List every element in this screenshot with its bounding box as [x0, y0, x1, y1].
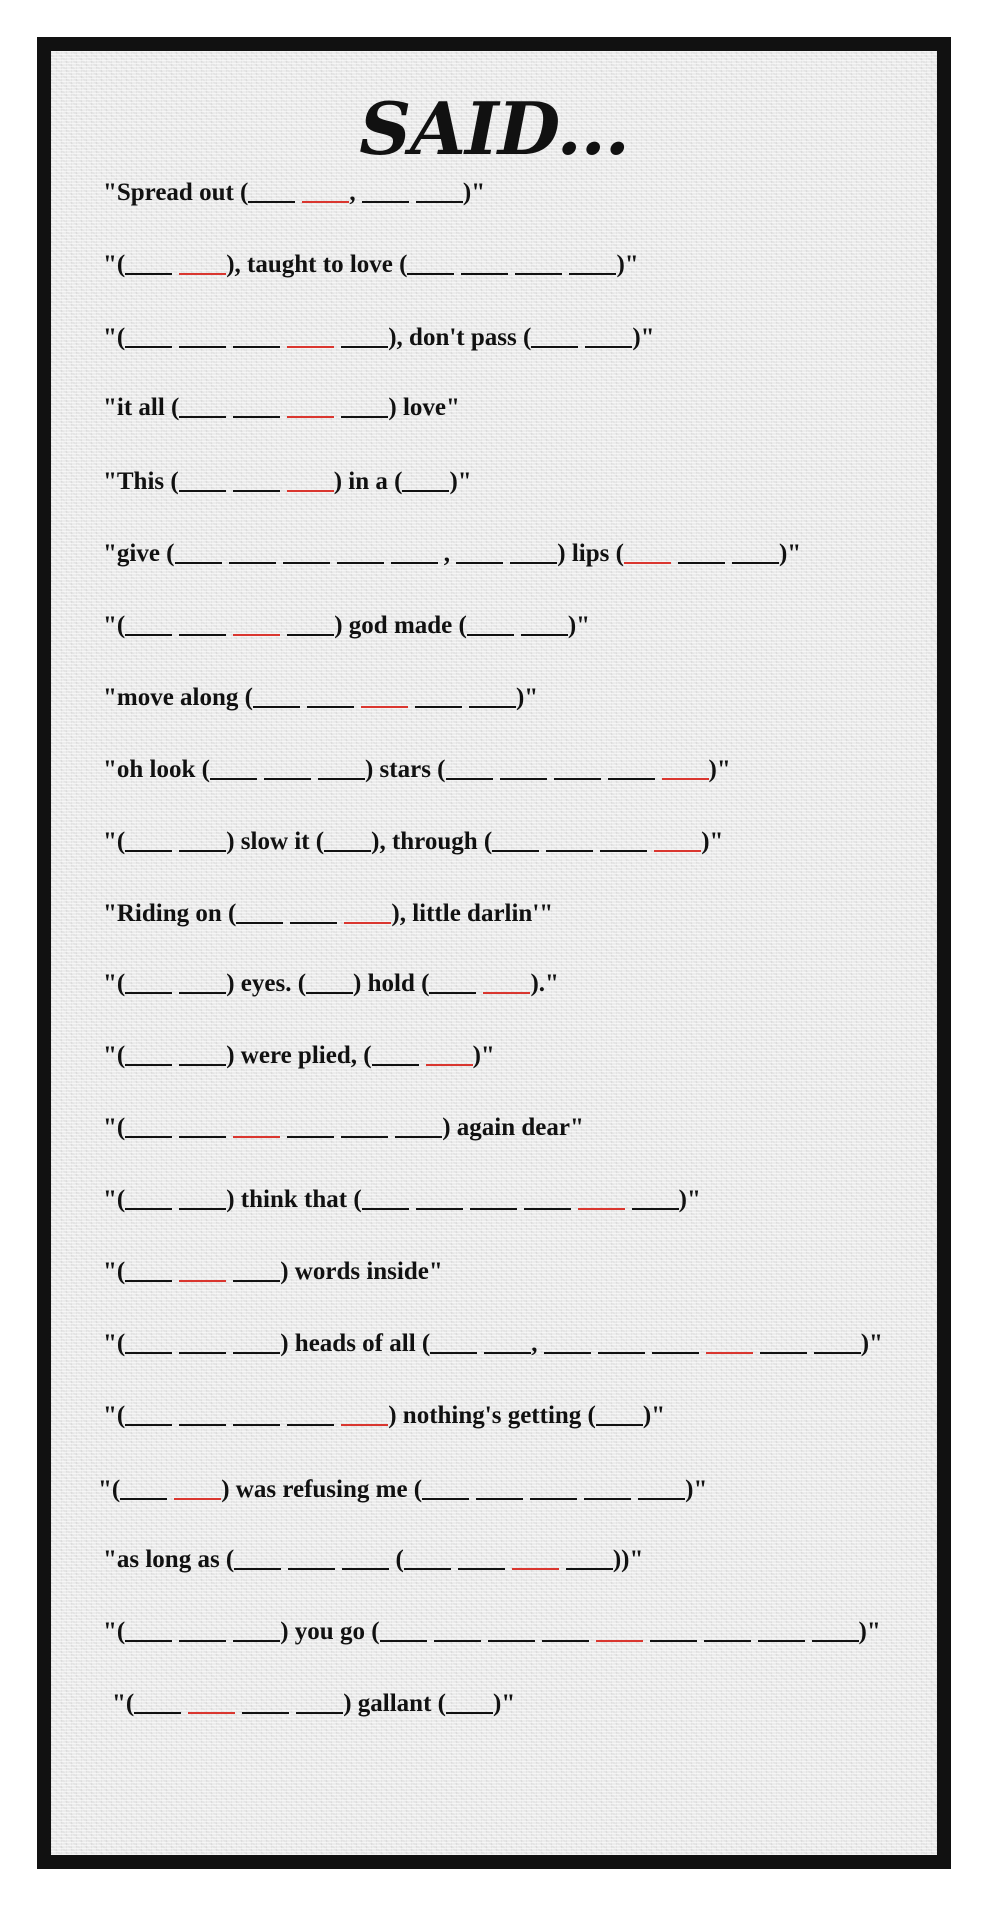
- lyric-text: "as long as (: [103, 1546, 235, 1573]
- blank: [416, 179, 463, 203]
- highlighted-blank: [361, 684, 408, 708]
- highlighted-blank: [287, 394, 334, 418]
- lyric-text: ), don't pass (: [388, 324, 532, 351]
- lyric-line: [103, 611, 590, 641]
- blank: [500, 756, 547, 780]
- blank: [458, 1546, 505, 1570]
- blank: [544, 1330, 591, 1354]
- lyric-line: [103, 683, 538, 713]
- blank: [470, 1186, 517, 1210]
- blank: [234, 1546, 281, 1570]
- blank: [492, 828, 539, 852]
- lyric-line: [103, 178, 485, 208]
- lyric-line: [103, 539, 801, 569]
- lyric-text: )": [860, 1330, 883, 1357]
- lyric-text: ))": [612, 1546, 644, 1573]
- blank: [283, 540, 330, 564]
- highlighted-blank: [233, 1114, 280, 1138]
- blank: [584, 1476, 631, 1500]
- blank: [362, 179, 409, 203]
- lyric-line: [103, 250, 639, 280]
- blank: [233, 1330, 280, 1354]
- blank: [233, 468, 280, 492]
- lyric-text: ) slow it (: [226, 828, 325, 855]
- lyric-text: "(: [103, 1402, 126, 1429]
- lyric-line: [103, 1329, 883, 1359]
- blank: [253, 684, 300, 708]
- lyric-text: ) god made (: [334, 612, 467, 639]
- lyric-text: ) words inside": [280, 1258, 443, 1285]
- lyric-line: [103, 1401, 665, 1431]
- highlighted-blank: [179, 1258, 226, 1282]
- lyric-line: [103, 1041, 495, 1071]
- lyric-text: "Spread out (: [103, 179, 249, 206]
- highlighted-blank: [662, 756, 709, 780]
- blank: [467, 612, 514, 636]
- blank: [652, 1330, 699, 1354]
- lyric-text: ) lips (: [557, 540, 624, 567]
- blank: [179, 1114, 226, 1138]
- blank: [814, 1330, 861, 1354]
- lyric-text: "(: [98, 1476, 121, 1503]
- blank: [125, 1186, 172, 1210]
- lyric-line: [103, 755, 731, 785]
- blank: [264, 756, 311, 780]
- lyric-text: ,: [531, 1330, 544, 1357]
- blank: [341, 324, 388, 348]
- blank: [318, 756, 365, 780]
- lyric-text: "(: [103, 612, 126, 639]
- blank: [233, 1258, 280, 1282]
- lyric-text: "(: [112, 1690, 135, 1717]
- lyric-text: ) heads of all (: [280, 1330, 431, 1357]
- blank: [179, 394, 226, 418]
- blank: [233, 1618, 280, 1642]
- blank: [125, 828, 172, 852]
- blank: [812, 1618, 859, 1642]
- blank: [179, 1330, 226, 1354]
- lyric-text: ), through (: [371, 828, 493, 855]
- lyric-text: ), taught to love (: [226, 251, 408, 278]
- blank: [521, 612, 568, 636]
- lyric-text: "give (: [103, 540, 175, 567]
- blank: [515, 251, 562, 275]
- blank: [341, 1114, 388, 1138]
- lyric-text: "oh look (: [103, 756, 210, 783]
- blank: [760, 1330, 807, 1354]
- lyric-line: [103, 1113, 584, 1143]
- lyric-line: [103, 393, 460, 423]
- lyric-text: ), little darlin'": [391, 900, 554, 927]
- highlighted-blank: [179, 251, 226, 275]
- blank: [704, 1618, 751, 1642]
- blank: [287, 1114, 334, 1138]
- blank: [125, 612, 172, 636]
- highlighted-blank: [233, 612, 280, 636]
- lyric-text: ) you go (: [280, 1618, 380, 1645]
- blank: [554, 756, 601, 780]
- blank: [337, 540, 384, 564]
- blank: [404, 1546, 451, 1570]
- lyric-text: ) love": [388, 394, 460, 421]
- blank: [600, 828, 647, 852]
- lyric-line: [103, 899, 553, 929]
- blank: [422, 1476, 469, 1500]
- lyric-line: [103, 1185, 701, 1215]
- blank: [566, 1546, 613, 1570]
- lyric-text: ) in a (: [333, 468, 403, 495]
- blank: [372, 1042, 419, 1066]
- lyric-text: ) was refusing me (: [221, 1476, 423, 1503]
- blank: [179, 612, 226, 636]
- blank: [362, 1186, 409, 1210]
- page-title: SAID...: [359, 86, 629, 171]
- lyric-text: )": [858, 1618, 881, 1645]
- lyric-text: "(: [103, 324, 126, 351]
- lyric-text: (: [389, 1546, 404, 1573]
- lyric-text: "(: [103, 828, 126, 855]
- blank: [125, 1114, 172, 1138]
- blank: [341, 394, 388, 418]
- lyric-text: "(: [103, 1042, 126, 1069]
- blank: [120, 1476, 167, 1500]
- lyric-text: )": [708, 756, 731, 783]
- blank: [650, 1618, 697, 1642]
- lyric-text: "This (: [103, 468, 179, 495]
- lyric-text: ) eyes. (: [226, 970, 307, 997]
- lyric-line: [103, 1545, 643, 1575]
- highlighted-blank: [483, 970, 530, 994]
- highlighted-blank: [287, 468, 334, 492]
- lyric-text: "Riding on (: [103, 900, 237, 927]
- lyric-text: )": [493, 1690, 516, 1717]
- blank: [290, 900, 337, 924]
- blank: [125, 324, 172, 348]
- blank: [598, 1330, 645, 1354]
- blank: [407, 251, 454, 275]
- lyric-text: )": [701, 828, 724, 855]
- lyric-text: ).": [530, 970, 559, 997]
- blank: [287, 612, 334, 636]
- blank: [585, 324, 632, 348]
- blank: [233, 324, 280, 348]
- lyric-line: [103, 1617, 881, 1647]
- blank: [179, 1042, 226, 1066]
- lyric-text: ) gallant (: [343, 1690, 446, 1717]
- blank: [125, 1402, 172, 1426]
- blank: [530, 1476, 577, 1500]
- blank: [134, 1690, 181, 1714]
- highlighted-blank: [578, 1186, 625, 1210]
- blank: [179, 324, 226, 348]
- lyric-text: ,: [349, 179, 362, 206]
- blank: [248, 179, 295, 203]
- blank: [179, 1402, 226, 1426]
- lyric-text: )": [778, 540, 802, 567]
- highlighted-blank: [287, 324, 334, 348]
- lyric-text: ,: [437, 540, 457, 567]
- blank: [380, 1618, 427, 1642]
- lyric-text: )": [632, 324, 655, 351]
- blank: [510, 540, 557, 564]
- blank: [125, 1042, 172, 1066]
- blank: [395, 1114, 442, 1138]
- blank: [732, 540, 779, 564]
- blank: [287, 1402, 334, 1426]
- blank: [758, 1618, 805, 1642]
- blank: [484, 1330, 531, 1354]
- lyric-text: ) were plied, (: [226, 1042, 372, 1069]
- lyric-text: ) stars (: [364, 756, 446, 783]
- blank: [242, 1690, 289, 1714]
- lyric-text: "move along (: [103, 684, 253, 711]
- lyric-text: "(: [103, 970, 126, 997]
- lyric-line: [112, 1689, 515, 1719]
- lyric-text: )": [685, 1476, 708, 1503]
- lyric-text: ) think that (: [226, 1186, 362, 1213]
- blank: [179, 828, 226, 852]
- lyric-text: "(: [103, 1114, 126, 1141]
- blank: [288, 1546, 335, 1570]
- lyric-text: "(: [103, 1186, 126, 1213]
- lyric-line: [103, 827, 723, 857]
- highlighted-blank: [188, 1690, 235, 1714]
- blank: [638, 1476, 685, 1500]
- blank: [596, 1402, 643, 1426]
- lyric-text: )": [472, 1042, 495, 1069]
- blank: [446, 756, 493, 780]
- blank: [430, 1330, 477, 1354]
- highlighted-blank: [174, 1476, 221, 1500]
- blank: [179, 1186, 226, 1210]
- blank: [402, 468, 449, 492]
- blank: [179, 1618, 226, 1642]
- lyric-line: [103, 1257, 443, 1287]
- blank: [175, 540, 222, 564]
- blank: [434, 1618, 481, 1642]
- blank: [415, 684, 462, 708]
- blank: [461, 251, 508, 275]
- blank: [542, 1618, 589, 1642]
- lyric-text: "it all (: [103, 394, 180, 421]
- blank: [179, 468, 226, 492]
- highlighted-blank: [596, 1618, 643, 1642]
- highlighted-blank: [426, 1042, 473, 1066]
- blank: [296, 1690, 343, 1714]
- lyric-text: "(: [103, 251, 126, 278]
- blank: [125, 970, 172, 994]
- lyric-text: )": [678, 1186, 701, 1213]
- lyric-text: "(: [103, 1618, 126, 1645]
- lyric-text: )": [449, 468, 472, 495]
- blank: [531, 324, 578, 348]
- lyric-text: )": [462, 179, 486, 206]
- lyric-text: ) again dear": [442, 1114, 584, 1141]
- lyric-line: [103, 467, 472, 497]
- blank: [229, 540, 276, 564]
- blank: [469, 684, 516, 708]
- blank: [306, 970, 353, 994]
- blank: [476, 1476, 523, 1500]
- blank: [391, 540, 438, 564]
- blank: [236, 900, 283, 924]
- blank: [456, 540, 503, 564]
- blank: [342, 1546, 389, 1570]
- lyric-text: )": [616, 251, 639, 278]
- lyric-text: )": [642, 1402, 666, 1429]
- blank: [632, 1186, 679, 1210]
- highlighted-blank: [624, 540, 671, 564]
- lyric-text: ) hold (: [353, 970, 430, 997]
- blank: [608, 756, 655, 780]
- blank: [524, 1186, 571, 1210]
- blank: [125, 1330, 172, 1354]
- blank: [446, 1690, 493, 1714]
- blank: [488, 1618, 535, 1642]
- lyric-text: ) nothing's getting (: [388, 1402, 596, 1429]
- lyric-text: )": [515, 684, 539, 711]
- blank: [125, 251, 172, 275]
- blank: [125, 1618, 172, 1642]
- highlighted-blank: [341, 1402, 388, 1426]
- highlighted-blank: [512, 1546, 559, 1570]
- blank: [125, 1258, 172, 1282]
- blank: [179, 970, 226, 994]
- blank: [678, 540, 725, 564]
- blank: [569, 251, 616, 275]
- blank: [416, 1186, 463, 1210]
- highlighted-blank: [344, 900, 391, 924]
- blank: [324, 828, 371, 852]
- lyric-text: )": [567, 612, 591, 639]
- highlighted-blank: [654, 828, 701, 852]
- page-frame: [37, 37, 951, 1869]
- blank: [233, 1402, 280, 1426]
- blank: [546, 828, 593, 852]
- lyric-line: [98, 1475, 707, 1505]
- highlighted-blank: [706, 1330, 753, 1354]
- blank: [429, 970, 476, 994]
- lyric-text: "(: [103, 1258, 126, 1285]
- blank: [233, 394, 280, 418]
- highlighted-blank: [302, 179, 349, 203]
- blank: [307, 684, 354, 708]
- lyric-line: [103, 323, 655, 353]
- blank: [210, 756, 257, 780]
- lyric-text: "(: [103, 1330, 126, 1357]
- lyric-line: [103, 969, 559, 999]
